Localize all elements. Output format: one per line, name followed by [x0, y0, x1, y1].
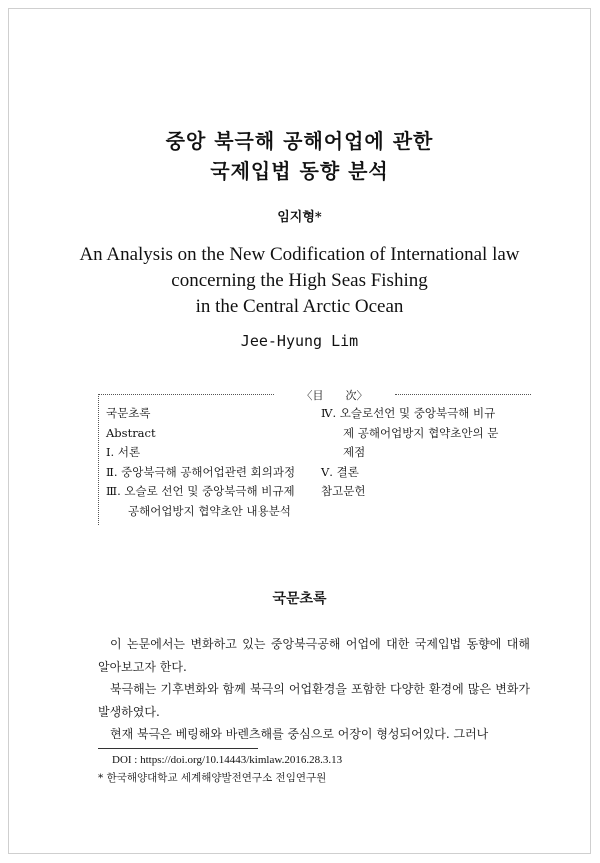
paper-page: [8, 8, 591, 854]
english-title-line-1: An Analysis on the New Codification of International law: [79, 244, 520, 265]
toc-top-rule-right: [395, 394, 531, 395]
toc-item: [106, 463, 321, 483]
toc-left-rule: [98, 394, 99, 525]
footnote-rule: [98, 748, 258, 749]
abstract-paragraph: 현재 북극은 베링해와 바렌츠해를 중심으로 어장이 형성되어있다. 그러나: [110, 727, 489, 741]
toc-item-label: Ⅴ. 결론: [321, 464, 359, 479]
toc-header: 〈目 次〉: [301, 389, 368, 402]
toc-item: [106, 502, 321, 522]
abstract-paragraph: 북극해는 기후변화와 함께 북극의 어업환경을 포함한 다양한 환경에 많은 변화가 발생하였다.: [98, 682, 530, 719]
abstract-paragraph: 이 논문에서는 변화하고 있는 중앙북극공해 어업에 대한 국제입법 동향에 대해 알아보고자 한다.: [98, 637, 530, 674]
english-title-line-3: in the Central Arctic Ocean: [195, 296, 404, 317]
toc-item: [321, 482, 531, 502]
korean-title-line-1: 중앙 북극해 공해어업에 관한: [165, 129, 434, 153]
toc-item: [321, 424, 531, 444]
toc-top-rule-left: [98, 394, 274, 395]
toc-item: [106, 443, 321, 463]
abstract-body: [98, 633, 530, 746]
doi-footnote: DOI : https://doi.org/10.14443/kimlaw.2016.28.3.13: [112, 754, 343, 766]
abstract-section-title: 국문초록: [272, 591, 327, 607]
toc-item: [321, 404, 531, 424]
table-of-contents: [98, 388, 531, 525]
toc-item: [106, 424, 321, 444]
english-title-line-2: concerning the High Seas Fishing: [171, 270, 428, 291]
toc-left-column: [106, 404, 321, 521]
korean-title-line-2: 국제입법 동향 분석: [210, 159, 389, 183]
toc-item-label: Abstract: [106, 425, 156, 440]
korean-title: [9, 126, 590, 186]
toc-item-label: 제 공해어업방지 협약초안의 문: [343, 425, 499, 440]
toc-item-label: 공해어업방지 협약초안 내용분석: [128, 503, 291, 518]
footnotes: [98, 751, 342, 787]
toc-item: [106, 482, 321, 502]
toc-right-column: [321, 404, 531, 502]
toc-item-label: Ⅳ. 오슬로선언 및 중앙북극해 비규: [321, 406, 496, 420]
toc-item: [321, 463, 531, 483]
toc-item: [321, 443, 531, 463]
toc-item-label: 참고문헌: [321, 484, 366, 498]
toc-item-label: 제점: [343, 445, 366, 459]
affiliation-footnote: * 한국해양대학교 세계해양발전연구소 전임연구원: [98, 772, 327, 784]
english-author: Jee-Hyung Lim: [240, 332, 359, 350]
toc-item-label: Ⅱ. 중앙북극해 공해어업관련 회의과정: [106, 464, 296, 479]
korean-author: 임지형*: [277, 210, 322, 225]
toc-item-label: Ⅰ. 서론: [106, 445, 141, 459]
english-title: [9, 242, 590, 320]
toc-item-label: Ⅲ. 오슬로 선언 및 중앙북극해 비규제: [106, 484, 295, 498]
toc-item-label: 국문초록: [106, 406, 151, 420]
toc-item: [106, 404, 321, 424]
